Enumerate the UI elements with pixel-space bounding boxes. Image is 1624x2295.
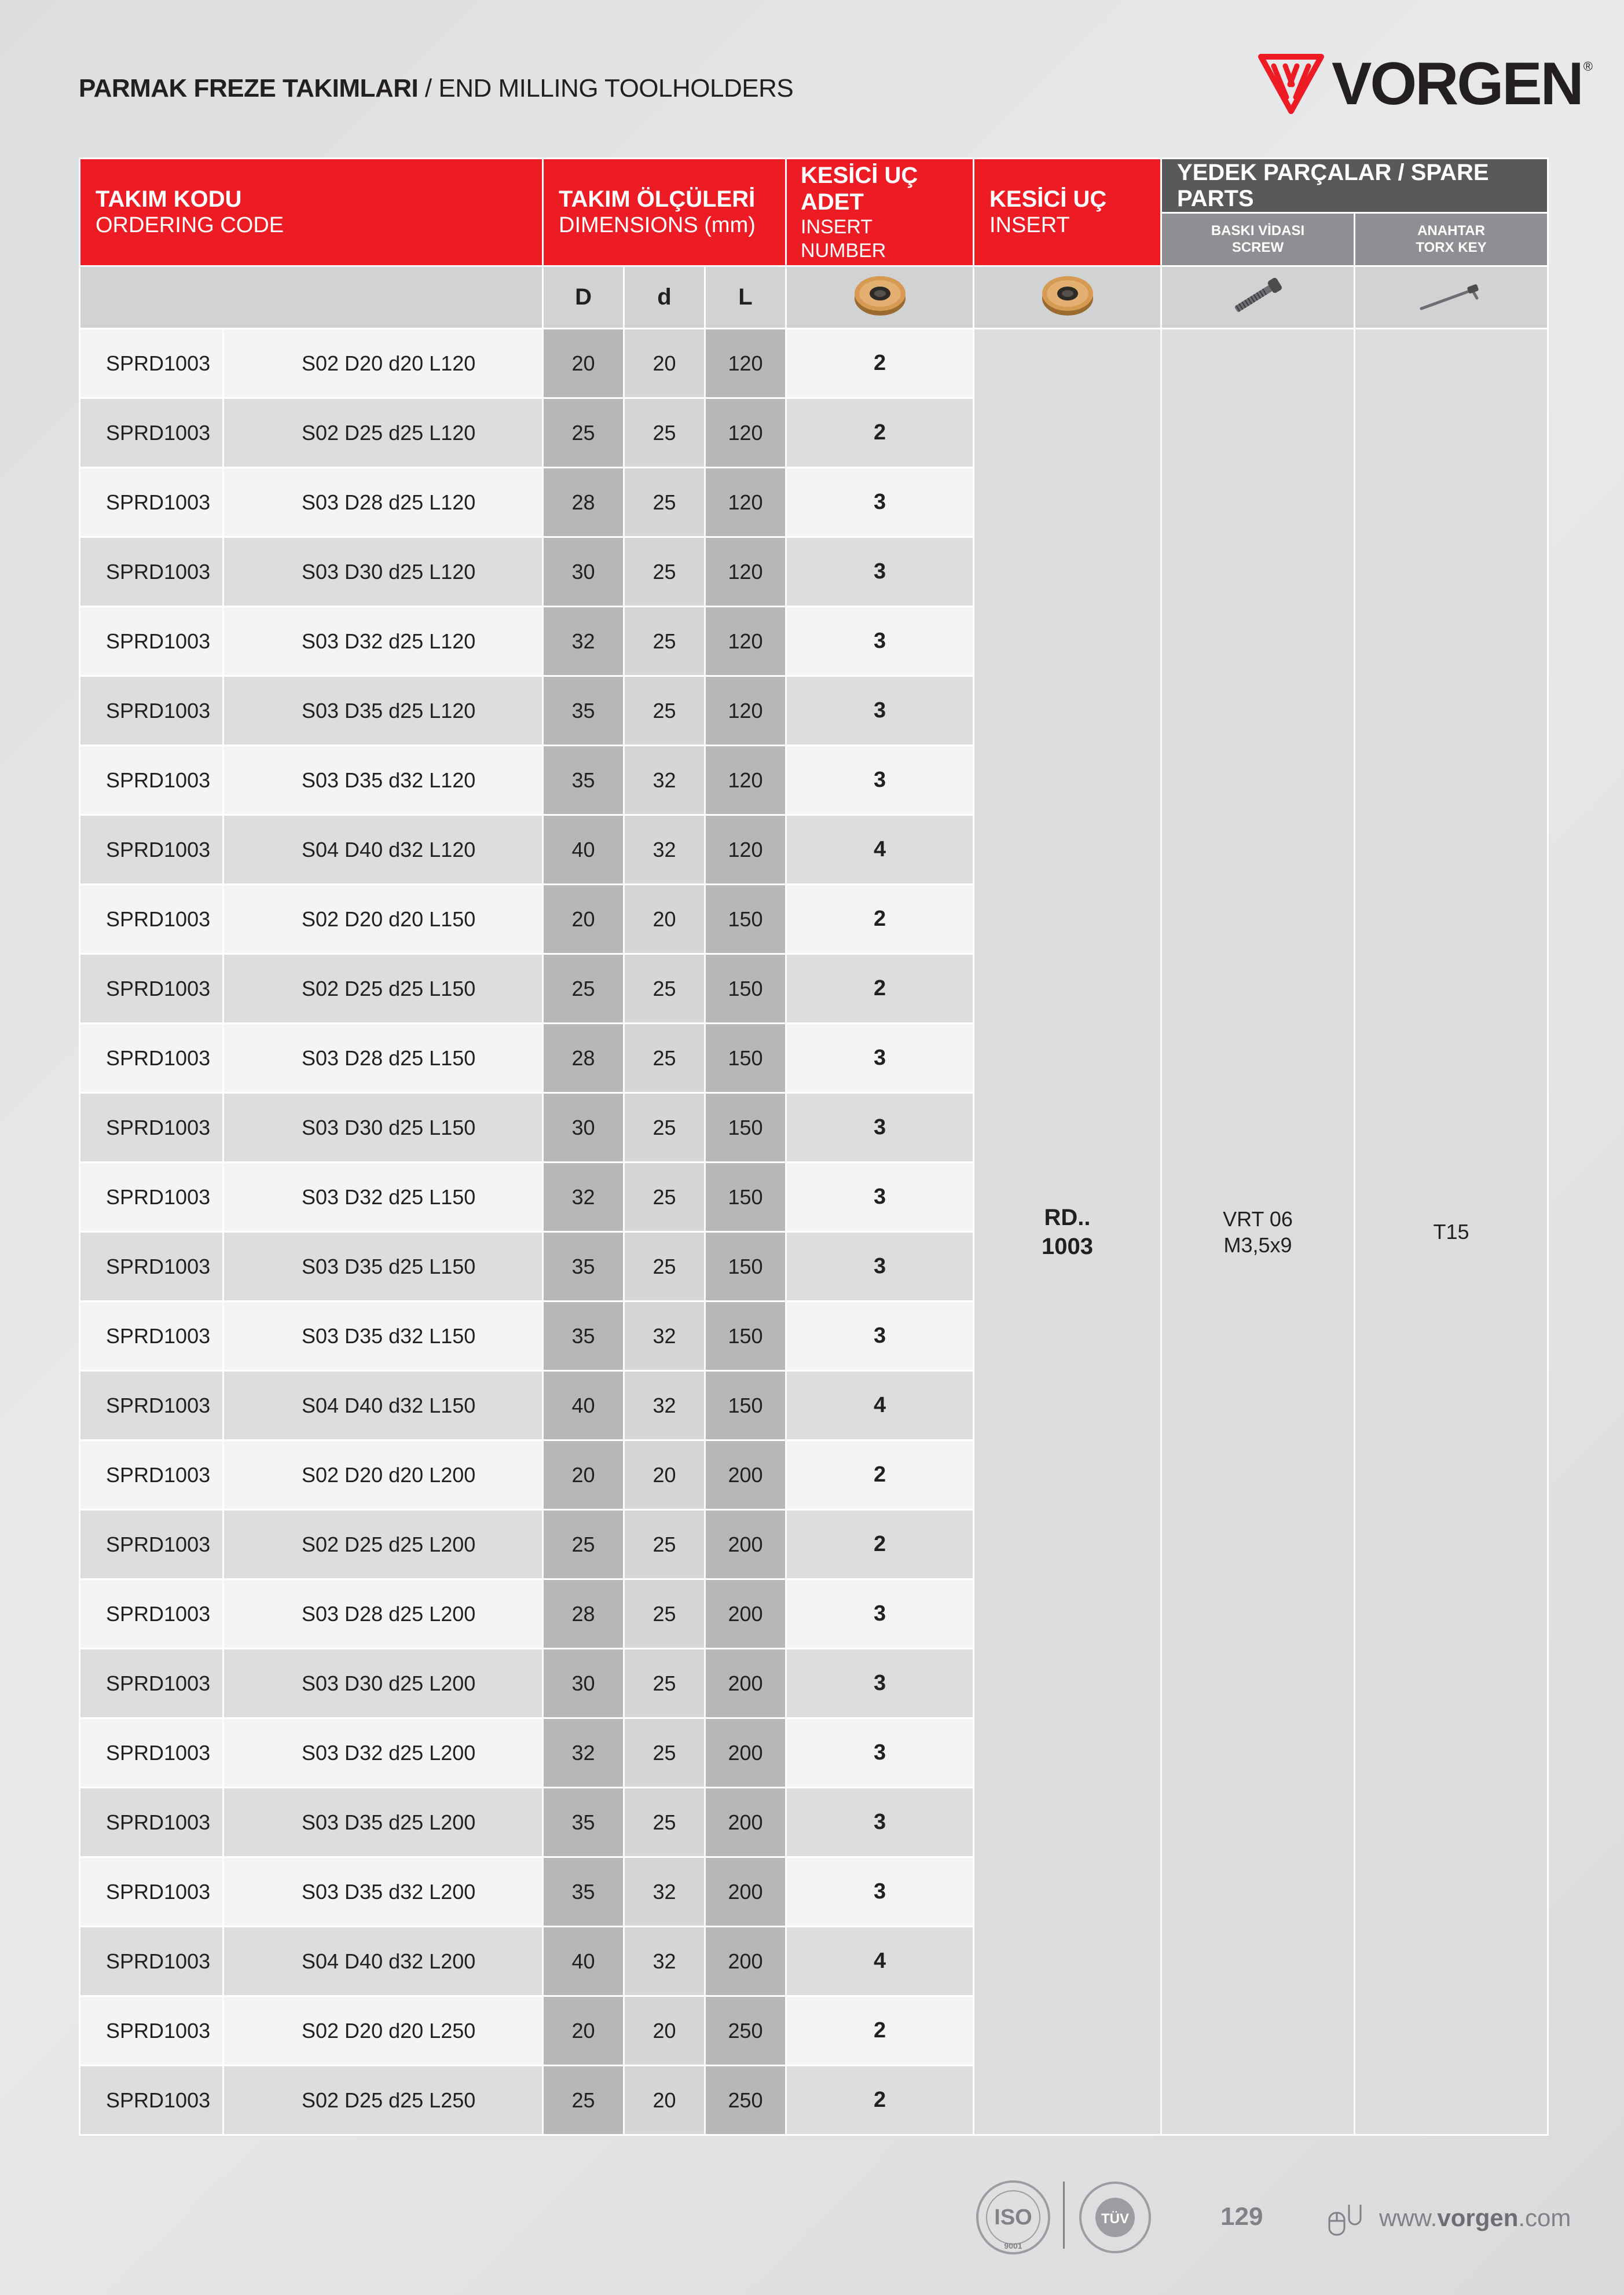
dimension-d-cell: 32 [624, 1927, 705, 1996]
dimension-D-cell: 25 [543, 954, 624, 1024]
header-insert [974, 159, 1161, 266]
insert-number-cell: 2 [786, 1510, 974, 1579]
dimension-L-cell: 150 [705, 1302, 786, 1371]
header-row-1 [80, 159, 1548, 213]
iso-badge-text: ISO [994, 2205, 1032, 2230]
insert-number-cell: 3 [786, 537, 974, 607]
logo-registered-mark: ® [1583, 59, 1593, 74]
insert-number-cell: 3 [786, 1857, 974, 1927]
screw-value-line-2: M3,5x9 [1223, 1233, 1292, 1257]
ordering-code-cell: SPRD1003 [80, 885, 223, 954]
ordering-code-cell: SPRD1003 [80, 537, 223, 607]
page-title-tr: PARMAK FREZE TAKIMLARI [79, 74, 419, 102]
dimension-D-cell: 28 [543, 1579, 624, 1649]
dimension-d-cell: 32 [624, 815, 705, 885]
insert-number-cell: 3 [786, 468, 974, 537]
ordering-code-cell: SPRD1003 [80, 676, 223, 746]
insert-number-cell: 3 [786, 746, 974, 815]
ordering-code-cell: SPRD1003 [80, 1996, 223, 2066]
header-spare-parts-tr: YEDEK PARÇALAR [1177, 159, 1392, 185]
header-dimensions-tr: TAKIM ÖLÇÜLERİ [559, 186, 756, 212]
dimension-D-cell: 25 [543, 398, 624, 468]
insert-value-line-1: RD.. [1044, 1204, 1091, 1230]
ordering-description-cell: S02 D25 d25 L250 [223, 2066, 543, 2135]
ordering-code-cell: SPRD1003 [80, 2066, 223, 2135]
table-body [80, 329, 1548, 2135]
dimension-D-cell: 32 [543, 1718, 624, 1788]
ordering-code-cell: SPRD1003 [80, 1232, 223, 1302]
ordering-description-cell: S03 D30 d25 L120 [223, 537, 543, 607]
ordering-description-cell: S03 D35 d32 L200 [223, 1857, 543, 1927]
dimension-d-cell: 32 [624, 1302, 705, 1371]
dimension-L-cell: 150 [705, 1371, 786, 1440]
dimension-d-cell: 25 [624, 1024, 705, 1093]
vorgen-emblem-icon [1256, 53, 1326, 115]
insert-number-cell: 3 [786, 1093, 974, 1163]
dimension-D-cell: 30 [543, 537, 624, 607]
dimension-L-cell: 120 [705, 329, 786, 398]
dimension-D-cell: 35 [543, 746, 624, 815]
dimension-L-cell: 200 [705, 1718, 786, 1788]
website-brand: vorgen [1437, 2204, 1519, 2231]
ordering-description-cell: S03 D28 d25 L200 [223, 1579, 543, 1649]
ordering-description-cell: S04 D40 d32 L150 [223, 1371, 543, 1440]
ordering-description-cell: S03 D28 d25 L150 [223, 1024, 543, 1093]
ordering-description-cell: S02 D20 d20 L150 [223, 885, 543, 954]
insert-count-icon-cell [786, 266, 974, 329]
ordering-code-cell: SPRD1003 [80, 1163, 223, 1232]
ordering-description-cell: S03 D35 d32 L120 [223, 746, 543, 815]
insert-number-cell: 2 [786, 1440, 974, 1510]
ordering-code-cell: SPRD1003 [80, 1440, 223, 1510]
ordering-description-cell: S04 D40 d32 L120 [223, 815, 543, 885]
dimension-D-cell: 25 [543, 2066, 624, 2135]
ordering-code-cell: SPRD1003 [80, 398, 223, 468]
dimension-D-cell: 35 [543, 1302, 624, 1371]
ordering-code-cell: SPRD1003 [80, 1927, 223, 1996]
dimension-L-cell: 200 [705, 1649, 786, 1718]
tuv-badge-icon [1075, 2177, 1156, 2258]
header-spare-parts [1161, 159, 1548, 213]
header-insert-number-en: INSERT NUMBER [801, 215, 886, 262]
dimension-D-cell: 32 [543, 1163, 624, 1232]
ordering-code-cell: SPRD1003 [80, 1718, 223, 1788]
table-row [80, 329, 1548, 398]
dimension-d-cell: 25 [624, 1579, 705, 1649]
ordering-code-cell: SPRD1003 [80, 468, 223, 537]
dimension-L-cell: 200 [705, 1927, 786, 1996]
footer-divider [1063, 2182, 1065, 2249]
dimension-d-cell: 32 [624, 1857, 705, 1927]
dimension-L-cell: 150 [705, 1024, 786, 1093]
ordering-description-cell: S03 D35 d32 L150 [223, 1302, 543, 1371]
screw-value-line-1: VRT 06 [1223, 1207, 1293, 1231]
ordering-code-cell: SPRD1003 [80, 1093, 223, 1163]
page-title-separator: / [418, 74, 439, 102]
dimension-d-cell: 25 [624, 676, 705, 746]
page-title [79, 74, 793, 103]
dimension-L-cell: 200 [705, 1857, 786, 1927]
dimension-L-cell: 120 [705, 676, 786, 746]
header-insert-number [786, 159, 974, 266]
dimension-L-cell: 150 [705, 1163, 786, 1232]
dimension-d-cell: 25 [624, 954, 705, 1024]
dimension-D-cell: 40 [543, 1927, 624, 1996]
ordering-description-cell: S02 D25 d25 L200 [223, 1510, 543, 1579]
ordering-code-cell: SPRD1003 [80, 1788, 223, 1857]
iso-certification-badge [973, 2177, 1054, 2261]
header-torx-key-tr: ANAHTAR [1417, 222, 1485, 239]
ordering-description-cell: S03 D35 d25 L200 [223, 1788, 543, 1857]
ordering-code-cell: SPRD1003 [80, 1371, 223, 1440]
insert-number-cell: 4 [786, 1927, 974, 1996]
dimension-D-cell: 20 [543, 1440, 624, 1510]
dim-d-label: d [624, 266, 705, 329]
header-insert-number-tr: KESİCİ UÇ ADET [801, 162, 918, 215]
dimension-D-cell: 30 [543, 1093, 624, 1163]
screw-icon-cell [1161, 266, 1355, 329]
dimension-L-cell: 150 [705, 1093, 786, 1163]
insert-number-cell: 3 [786, 1649, 974, 1718]
ordering-code-cell: SPRD1003 [80, 329, 223, 398]
dimension-d-cell: 25 [624, 468, 705, 537]
insert-number-cell: 2 [786, 1996, 974, 2066]
header-screw-tr: BASKI VİDASI [1211, 222, 1305, 239]
insert-value-cell [974, 329, 1161, 2135]
torx-key-icon-cell [1355, 266, 1548, 329]
header-torx-key-en: TORX KEY [1416, 239, 1487, 255]
ordering-code-cell: SPRD1003 [80, 746, 223, 815]
toolholder-table [79, 157, 1549, 2136]
dimension-D-cell: 20 [543, 885, 624, 954]
dimension-L-cell: 250 [705, 1996, 786, 2066]
header-torx-key [1355, 213, 1548, 266]
tuv-badge-text: TÜV [1101, 2211, 1129, 2227]
torx-key-icon [1417, 273, 1486, 319]
dimension-L-cell: 200 [705, 1579, 786, 1649]
dimension-L-cell: 150 [705, 954, 786, 1024]
dimension-L-cell: 120 [705, 746, 786, 815]
ordering-code-cell: SPRD1003 [80, 1510, 223, 1579]
header-screw [1161, 213, 1355, 266]
page-title-en: END MILLING TOOLHOLDERS [438, 74, 794, 102]
insert-number-cell: 3 [786, 1232, 974, 1302]
dimension-L-cell: 200 [705, 1510, 786, 1579]
dim-L-label: L [705, 266, 786, 329]
insert-icon-cell [974, 266, 1161, 329]
dimension-L-cell: 120 [705, 398, 786, 468]
ordering-description-cell: S03 D32 d25 L120 [223, 607, 543, 676]
ordering-description-cell: S02 D20 d20 L120 [223, 329, 543, 398]
tuv-certification-badge [1075, 2177, 1156, 2261]
dimension-d-cell: 20 [624, 1996, 705, 2066]
insert-number-cell: 2 [786, 329, 974, 398]
insert-number-cell: 3 [786, 1163, 974, 1232]
dimension-D-cell: 25 [543, 1510, 624, 1579]
screw-icon [1226, 273, 1290, 319]
dimension-d-cell: 25 [624, 607, 705, 676]
dimension-d-cell: 25 [624, 1788, 705, 1857]
dimension-L-cell: 200 [705, 1440, 786, 1510]
dimension-d-cell: 25 [624, 1649, 705, 1718]
dimension-d-cell: 25 [624, 1718, 705, 1788]
insert-number-cell: 4 [786, 1371, 974, 1440]
ordering-description-cell: S03 D35 d25 L120 [223, 676, 543, 746]
insert-number-cell: 3 [786, 607, 974, 676]
dimension-d-cell: 25 [624, 1163, 705, 1232]
dimension-L-cell: 120 [705, 607, 786, 676]
dimension-L-cell: 120 [705, 537, 786, 607]
dimension-d-cell: 32 [624, 1371, 705, 1440]
page-number: 129 [1220, 2202, 1263, 2231]
ordering-description-cell: S03 D28 d25 L120 [223, 468, 543, 537]
dimension-D-cell: 28 [543, 1024, 624, 1093]
insert-number-cell: 3 [786, 1302, 974, 1371]
ordering-description-cell: S02 D20 d20 L200 [223, 1440, 543, 1510]
dimension-D-cell: 40 [543, 815, 624, 885]
ordering-description-cell: S02 D25 d25 L120 [223, 398, 543, 468]
header-spare-parts-en: SPARE PARTS [1177, 159, 1489, 211]
website-suffix: .com [1518, 2204, 1571, 2231]
ordering-description-cell: S03 D32 d25 L200 [223, 1718, 543, 1788]
dimension-D-cell: 32 [543, 607, 624, 676]
ordering-code-cell: SPRD1003 [80, 1302, 223, 1371]
dimension-D-cell: 30 [543, 1649, 624, 1718]
website-prefix: www. [1379, 2204, 1438, 2231]
header-ordering-code [80, 159, 543, 266]
ordering-description-cell: S04 D40 d32 L200 [223, 1927, 543, 1996]
ordering-code-cell: SPRD1003 [80, 815, 223, 885]
dimension-d-cell: 25 [624, 1510, 705, 1579]
website-link[interactable] [1326, 2199, 1571, 2237]
ordering-code-cell: SPRD1003 [80, 954, 223, 1024]
dimension-D-cell: 20 [543, 329, 624, 398]
insert-number-cell: 3 [786, 1024, 974, 1093]
dimension-D-cell: 35 [543, 676, 624, 746]
dimension-d-cell: 32 [624, 746, 705, 815]
dimension-d-cell: 25 [624, 398, 705, 468]
logo-wordmark: VORGEN [1332, 50, 1582, 118]
insert-number-cell: 2 [786, 398, 974, 468]
ordering-code-cell: SPRD1003 [80, 1857, 223, 1927]
dimension-d-cell: 20 [624, 2066, 705, 2135]
insert-number-cell: 2 [786, 885, 974, 954]
header-dimensions [543, 159, 786, 266]
icon-row-blank [80, 266, 543, 329]
dimension-D-cell: 35 [543, 1857, 624, 1927]
insert-number-cell: 3 [786, 1788, 974, 1857]
dimension-D-cell: 40 [543, 1371, 624, 1440]
header-ordering-code-en: ORDERING CODE [96, 212, 284, 237]
dimension-L-cell: 200 [705, 1788, 786, 1857]
iso-badge-icon [973, 2177, 1054, 2258]
header-screw-en: SCREW [1231, 239, 1284, 255]
ordering-code-cell: SPRD1003 [80, 607, 223, 676]
insert-number-cell: 3 [786, 1718, 974, 1788]
dimension-L-cell: 150 [705, 1232, 786, 1302]
header-insert-tr: KESİCİ UÇ [989, 186, 1107, 212]
dimension-L-cell: 250 [705, 2066, 786, 2135]
ordering-description-cell: S02 D20 d20 L250 [223, 1996, 543, 2066]
insert-value-line-2: 1003 [1042, 1233, 1093, 1259]
ordering-description-cell: S03 D30 d25 L150 [223, 1093, 543, 1163]
header-dimensions-en: DIMENSIONS (mm) [559, 212, 756, 237]
icon-row [80, 266, 1548, 329]
dimension-d-cell: 25 [624, 1232, 705, 1302]
dimension-L-cell: 150 [705, 885, 786, 954]
dimension-L-cell: 120 [705, 468, 786, 537]
insert-number-cell: 3 [786, 1579, 974, 1649]
header-insert-en: INSERT [989, 212, 1070, 237]
ordering-description-cell: S03 D30 d25 L200 [223, 1649, 543, 1718]
iso-badge-number: 9001 [1004, 2241, 1022, 2250]
ordering-code-cell: SPRD1003 [80, 1024, 223, 1093]
dimension-D-cell: 35 [543, 1788, 624, 1857]
dimension-d-cell: 20 [624, 1440, 705, 1510]
dimension-D-cell: 28 [543, 468, 624, 537]
ordering-code-cell: SPRD1003 [80, 1649, 223, 1718]
insert-number-cell: 3 [786, 676, 974, 746]
dimension-d-cell: 25 [624, 537, 705, 607]
vorgen-logo [1256, 50, 1593, 118]
dimension-D-cell: 35 [543, 1232, 624, 1302]
header-ordering-code-tr: TAKIM KODU [96, 186, 242, 212]
round-insert-icon [851, 273, 909, 319]
dimension-d-cell: 20 [624, 329, 705, 398]
ordering-description-cell: S02 D25 d25 L150 [223, 954, 543, 1024]
dimension-d-cell: 20 [624, 885, 705, 954]
dim-D-label: D [543, 266, 624, 329]
header-spare-parts-separator: / [1391, 159, 1411, 185]
torx-key-value-cell: T15 [1355, 329, 1548, 2135]
mouse-click-icon [1326, 2199, 1372, 2237]
dimension-d-cell: 25 [624, 1093, 705, 1163]
dimension-L-cell: 120 [705, 815, 786, 885]
dimension-D-cell: 20 [543, 1996, 624, 2066]
round-insert-icon [1039, 273, 1097, 319]
insert-number-cell: 2 [786, 2066, 974, 2135]
ordering-code-cell: SPRD1003 [80, 1579, 223, 1649]
screw-value-cell [1161, 329, 1355, 2135]
ordering-description-cell: S03 D35 d25 L150 [223, 1232, 543, 1302]
ordering-description-cell: S03 D32 d25 L150 [223, 1163, 543, 1232]
insert-number-cell: 4 [786, 815, 974, 885]
insert-number-cell: 2 [786, 954, 974, 1024]
